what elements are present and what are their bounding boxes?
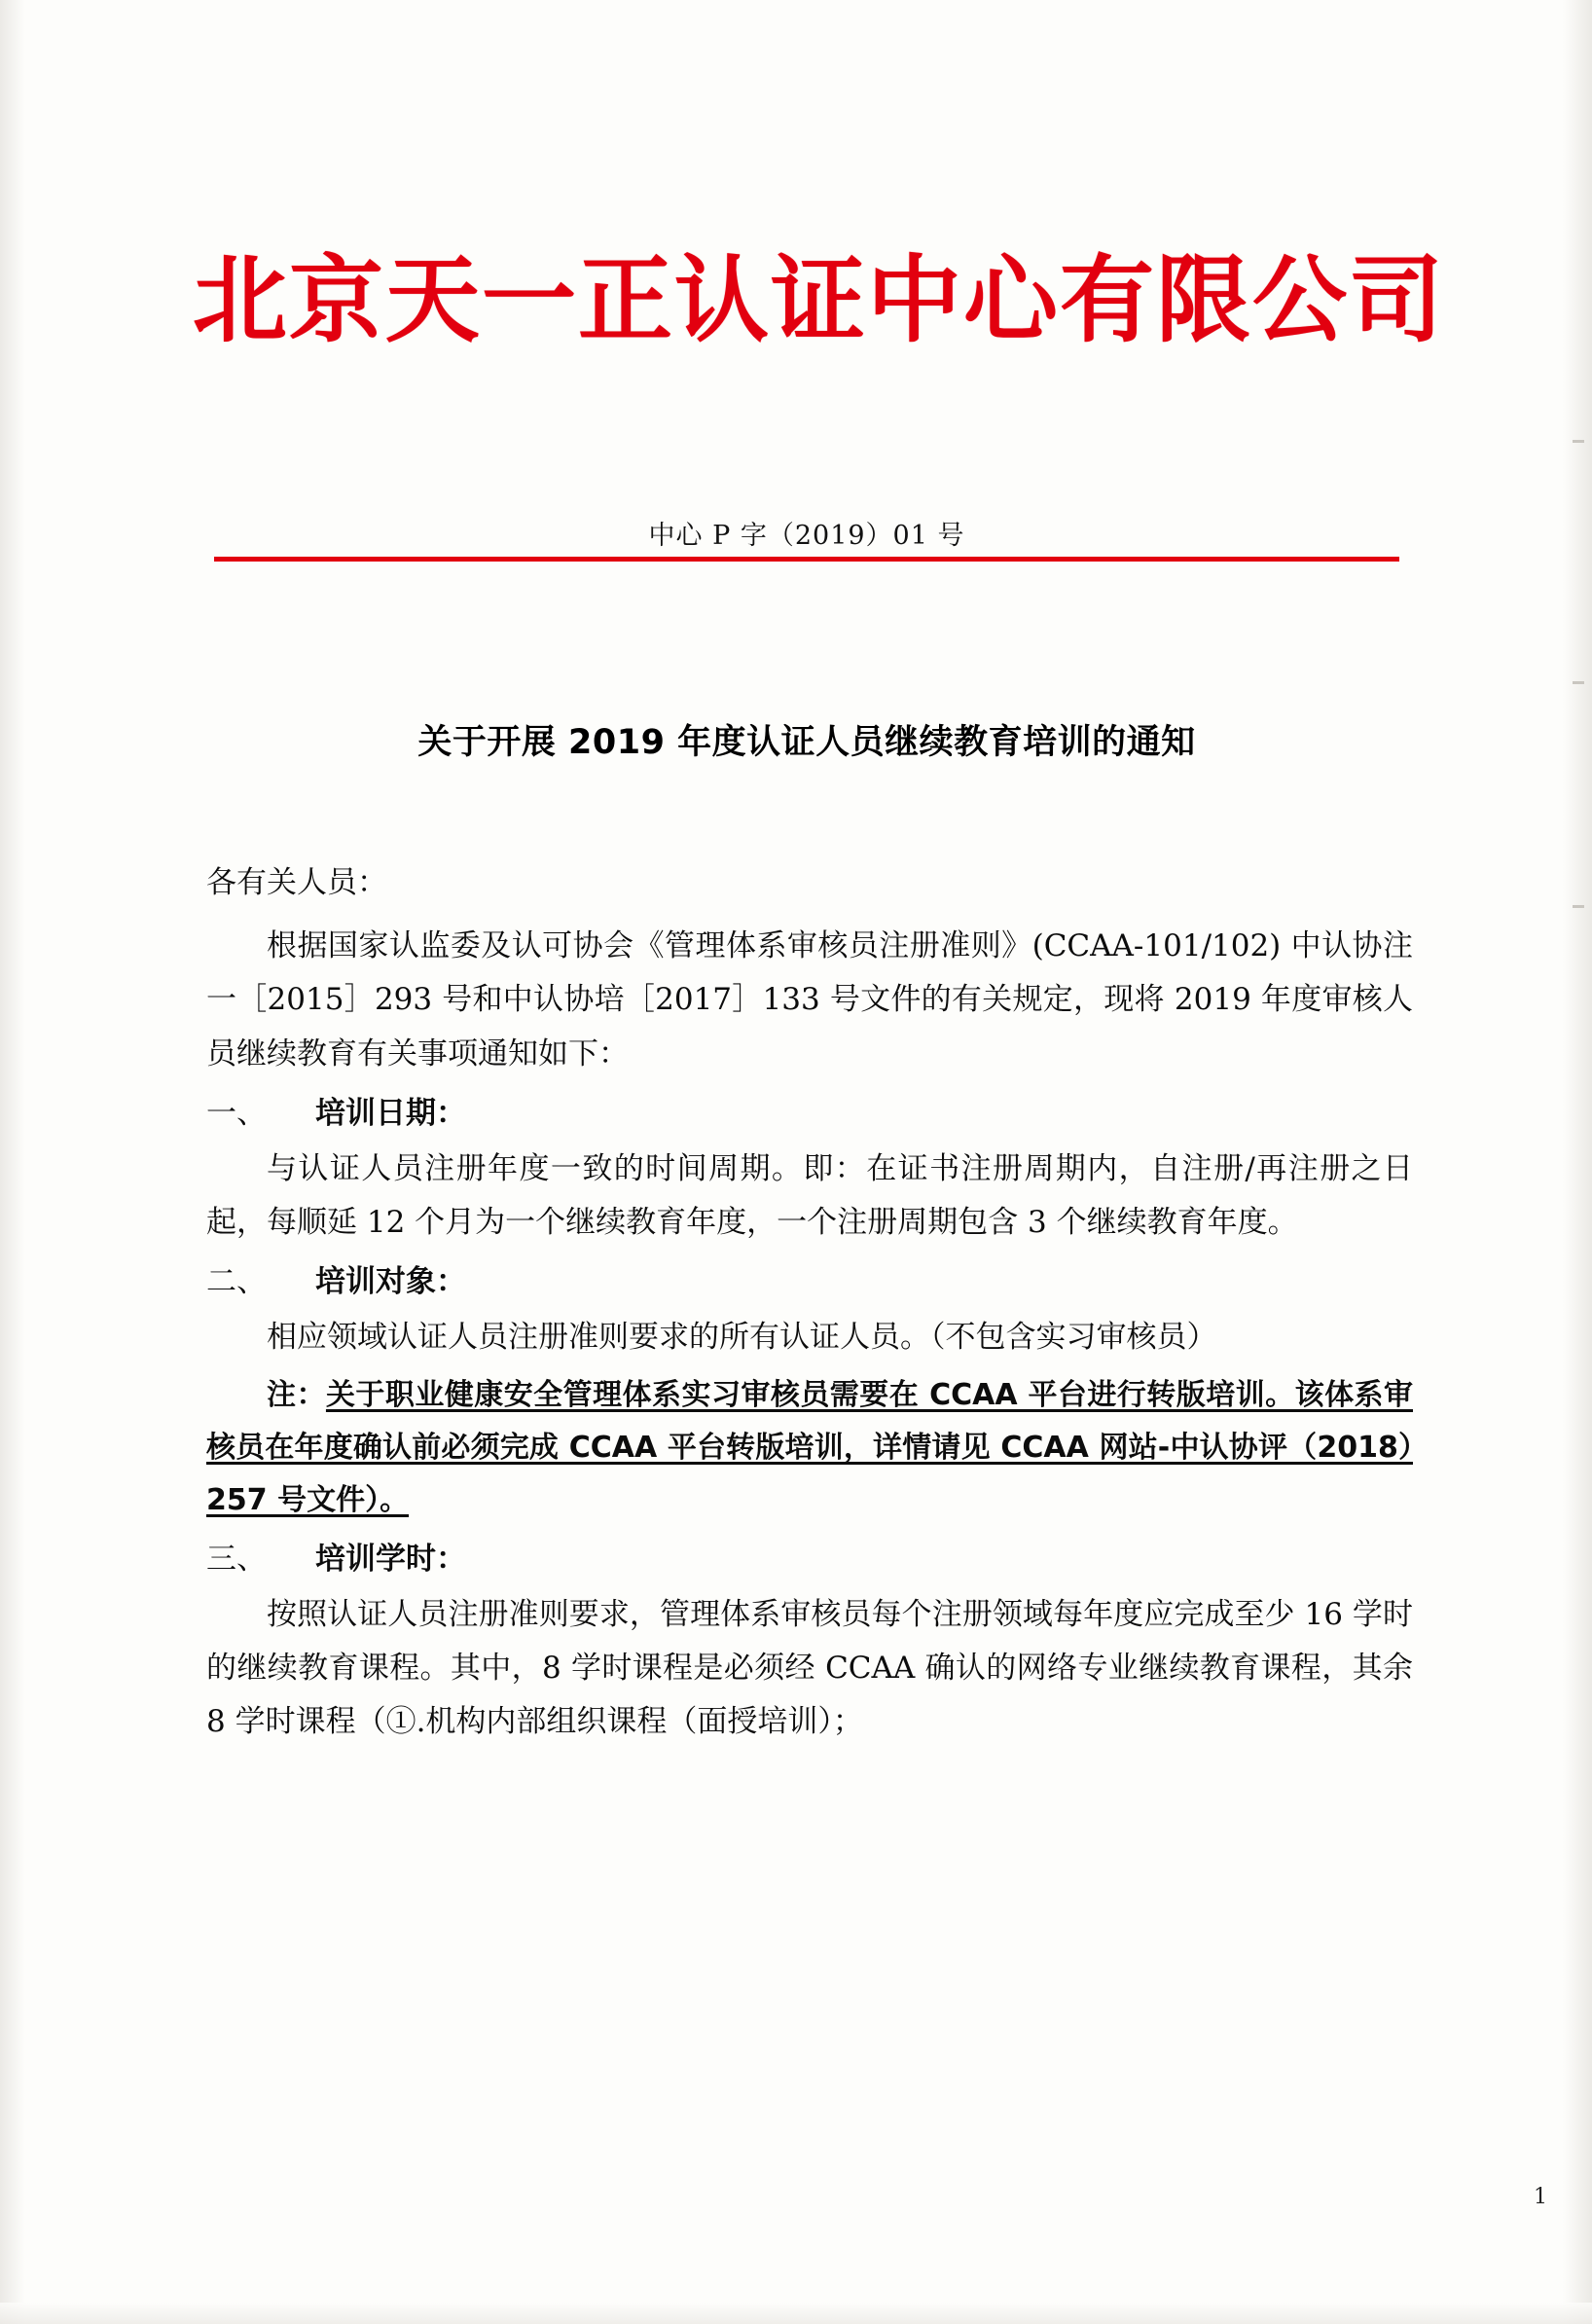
section-number-1: 一、 bbox=[206, 1095, 267, 1131]
scan-edge-right bbox=[1563, 0, 1592, 2324]
section-heading-2 bbox=[206, 1255, 1413, 1309]
document-body bbox=[206, 856, 1413, 1753]
page-title: 关于开展 2019 年度认证人员继续教育培训的通知 bbox=[417, 723, 1196, 762]
page-number: 1 bbox=[1534, 2185, 1547, 2209]
section-label-2: 培训对象： bbox=[315, 1264, 466, 1300]
section-2-note bbox=[206, 1369, 1413, 1527]
intro-paragraph: 根据国家认监委及认可协会《管理体系审核员注册准则》(CCAA-101/102) 中认协注一［2015］293 号和中认协培［2017］133 号文件的有关规定，现将 2019 年度审核人员继续教育有关事项通知如下： bbox=[206, 928, 1413, 1071]
section-heading-3 bbox=[206, 1533, 1413, 1586]
section-number-3: 三、 bbox=[206, 1541, 267, 1577]
scan-artifact-mark bbox=[1573, 440, 1584, 443]
scan-artifact-mark bbox=[1573, 681, 1584, 684]
section-body-3: 按照认证人员注册准则要求，管理体系审核员每个注册领域每年度应完成至少 16 学时的继续教育课程。其中，8 学时课程是必须经 CCAA 确认的网络专业继续教育课程，其余 8 学时课程（①.机构内部组织课程（面授培训）； bbox=[206, 1596, 1413, 1740]
section-label-1: 培训日期： bbox=[315, 1095, 466, 1131]
section-label-3: 培训学时： bbox=[315, 1541, 466, 1577]
red-divider-rule bbox=[214, 557, 1399, 562]
document-number: 中心 P 字（2019）01 号 bbox=[648, 521, 965, 551]
note-prefix: 注： bbox=[267, 1377, 326, 1412]
document-content bbox=[193, 0, 1445, 2324]
scan-artifact-mark bbox=[1573, 905, 1584, 908]
section-heading-1 bbox=[206, 1087, 1413, 1141]
section-number-2: 二、 bbox=[206, 1264, 267, 1300]
note-underlined-text: 关于职业健康安全管理体系实习审核员需要在 CCAA 平台进行转版培训。该体系审核员在年度确认前必须完成 CCAA 平台转版培训，详情请见 CCAA 网站-中认协评（2018）257 号文件）。 bbox=[206, 1377, 1414, 1517]
section-body-1: 与认证人员注册年度一致的时间周期。即：在证书注册周期内，自注册/再注册之日起，每顺延 12 个月为一个继续教育年度，一个注册周期包含 3 个继续教育年度。 bbox=[206, 1150, 1413, 1241]
scan-edge-left bbox=[0, 0, 25, 2324]
company-letterhead: 北京天一正认证中心有限公司 bbox=[193, 245, 1445, 355]
section-body-2: 相应领域认证人员注册准则要求的所有认证人员。（不包含实习审核员） bbox=[267, 1320, 1217, 1356]
salutation: 各有关人员： bbox=[206, 865, 387, 900]
